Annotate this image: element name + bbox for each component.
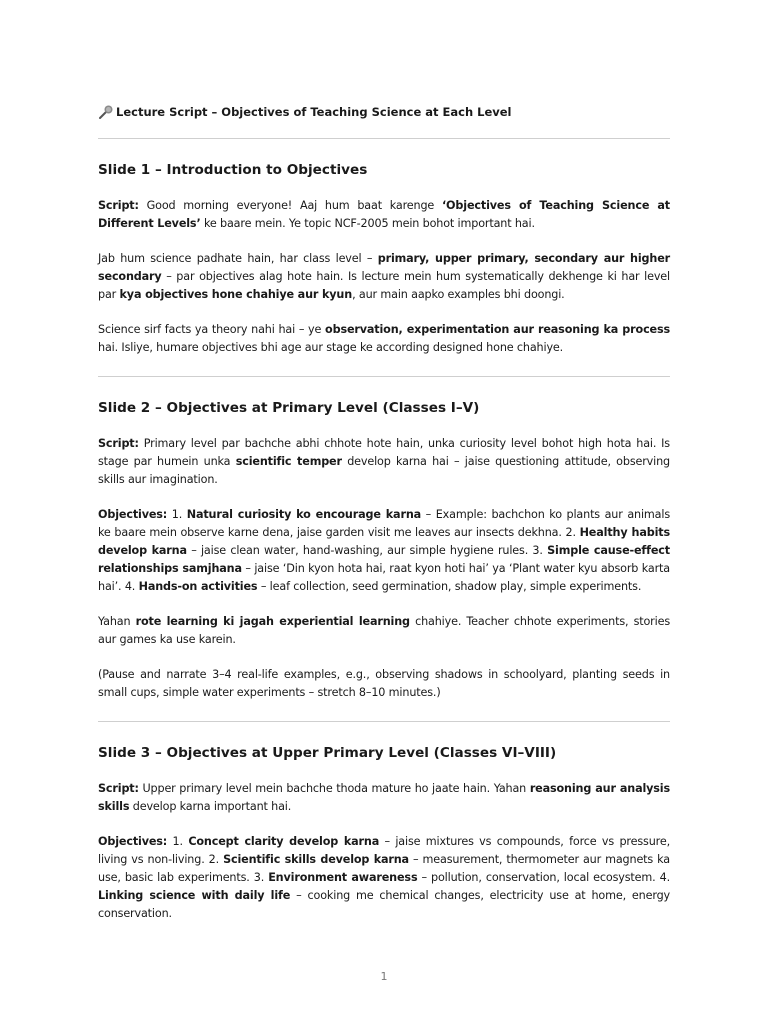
slide1-levels-paragraph: Jab hum science padhate hain, har class level – primary, upper primary, secondary aur higher secondary – par objectives alag hote hain. Is lecture mein hum systematically dekhenge ki har level par kya objectives hone chahiye aur kyun, aur main aapko examples bhi doongi. <box>98 252 670 301</box>
document-title-text: Lecture Script – Objectives of Teaching Science at Each Level <box>116 105 512 119</box>
slide2-objectives-paragraph: Objectives: 1. Natural curiosity ko encourage karna – Example: bachchon ko plants aur animals ke baare mein observe karne dena, jaise garden visit me leaves aur insects dekhna. 2. Healthy habits develop karna – jaise clean water, hand-washing, aur simple hygiene rules. 3. Simple cause-effect relationships samjhana – jaise ‘Din kyon hota hai, raat kyon hoti hai’ ya ‘Plant water kyu absorb karta hai’. 4. Hands-on activities – leaf collection, seed germination, shadow play, simple experiments. <box>98 508 671 593</box>
document-title <box>98 104 670 120</box>
microphone-icon <box>98 104 114 120</box>
page-number: 1 <box>380 970 388 983</box>
slide2-learning-paragraph: Yahan rote learning ki jagah experiential learning chahiye. Teacher chhote experiments, stories aur games ka use karein. <box>98 615 670 646</box>
slide1-process-paragraph: Science sirf facts ya theory nahi hai – ye observation, experimentation aur reasoning ka process hai. Isliye, humare objectives bhi age aur stage ke according designed hone chahiye. <box>98 323 671 354</box>
slide3-objectives-paragraph: Objectives: 1. Concept clarity develop karna – jaise mixtures vs compounds, force vs pressure, living vs non-living. 2. Scientific skills develop karna – measurement, thermometer aur magnets ka use, basic lab experiments. 3. Environment awareness – pollution, conservation, local ecosystem. 4. Linking science with daily life – cooking me chemical changes, electricity use at home, energy conservation. <box>98 835 671 920</box>
slide2-heading: Slide 2 – Objectives at Primary Level (Classes I–V) <box>98 400 480 416</box>
slide2-script-paragraph: Script: Primary level par bachche abhi chhote hote hain, unka curiosity level bohot high hota hai. Is stage par humein unka scientific temper develop karna hai – jaise questioning attitude, observing skills aur imagination. <box>98 437 670 486</box>
slide3-heading: Slide 3 – Objectives at Upper Primary Level (Classes VI–VIII) <box>98 745 557 761</box>
slide1-script-paragraph: Script: Good morning everyone! Aaj hum baat karenge ‘Objectives of Teaching Science at Different Levels’ ke baare mein. Ye topic NCF-2005 mein bohot important hai. <box>98 199 670 230</box>
slide2-pause-note: (Pause and narrate 3–4 real-life examples, e.g., observing shadows in schoolyard, planting seeds in small cups, simple water experiments – stretch 8–10 minutes.) <box>98 668 670 699</box>
divider <box>98 376 670 377</box>
divider <box>98 138 670 139</box>
divider <box>98 721 670 722</box>
slide1-heading: Slide 1 – Introduction to Objectives <box>98 162 368 178</box>
slide3-script-paragraph: Script: Upper primary level mein bachche thoda mature ho jaate hain. Yahan reasoning aur analysis skills develop karna important hai. <box>98 782 670 813</box>
